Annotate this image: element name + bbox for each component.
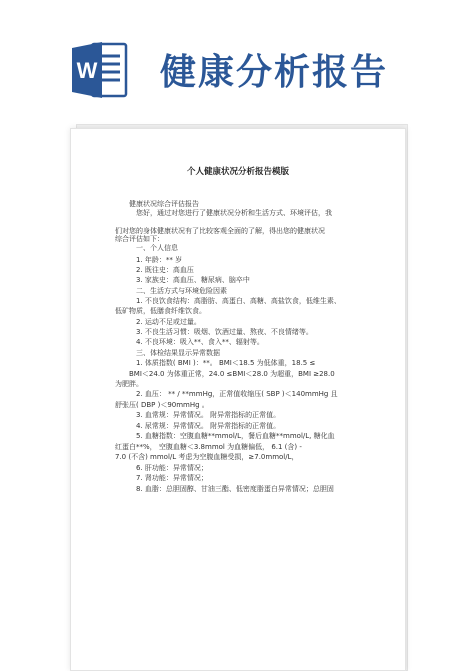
- body-line: 低矿物质，低膳食纤维饮食。: [115, 307, 206, 315]
- body-line: 二、生活方式与环境危险因素: [136, 287, 227, 295]
- body-line: BMI＜24.0 为体重正常，24.0 ≤BMI＜28.0 为超重，BMI ≥28.0: [129, 370, 335, 378]
- body-line: 8. 血脂：总胆固醇、甘油三酯、低密度脂蛋白异常情况；总胆固: [136, 485, 334, 493]
- body-line: 5. 血糖指数：空腹血糖**mmol/L，餐后血糖**mmol/L, 糖化血: [136, 432, 335, 440]
- body-line: 3. 血常规：异常情况。 附异常指标的正常值。: [136, 411, 281, 419]
- body-line: 三、体检结果显示异常数据: [136, 349, 220, 357]
- body-line: 2. 运动不足或过量。: [136, 318, 201, 326]
- document-preview: [70, 128, 404, 669]
- body-line: 4. 不良环境：吸入**、食入**、辐射等。: [136, 338, 264, 346]
- document-title: 个人健康状况分析报告模版: [186, 167, 289, 177]
- body-line: 健康状况综合评估报告: [129, 200, 199, 208]
- body-line: 3. 家族史：高血压、糖尿病、脑卒中: [136, 276, 250, 284]
- body-line: 红蛋白**%， 空腹血糖＜3.8mmol 为血糖偏低， 6.1 (含) -: [115, 443, 302, 451]
- body-line: 7.0 (不含) mmol/L 考虑为空腹血糖受损，≥7.0mmol/L，: [115, 453, 299, 461]
- body-line: 1. 年龄：** 岁: [136, 256, 183, 264]
- banner: [0, 0, 474, 120]
- body-line: 6. 肝功能：异常情况；: [136, 464, 208, 472]
- body-line: 1. 不良饮食结构：高脂肪、高蛋白、高糖、高盐饮食，低维生素、: [136, 297, 341, 305]
- body-line: 为肥胖。: [115, 380, 143, 388]
- word-document-icon: [70, 40, 128, 100]
- body-line: 4. 尿常规：异常情况。 附异常指标的正常值。: [136, 422, 281, 430]
- body-line: 1. 体质指数( BMI )：**。 BMI＜18.5 为低体重，18.5 ≤: [136, 359, 316, 367]
- body-line: 您好，通过对您进行了健康状况分析和生活方式、环境评估，我: [136, 209, 332, 217]
- body-line: 一、个人信息: [136, 244, 178, 252]
- body-line: 综合评估如下：: [115, 235, 164, 243]
- document-page: [70, 128, 406, 671]
- word-icon-letter: W: [76, 58, 98, 83]
- body-line: 2. 血压： ** / **mmHg，正常值收缩压( SBP )＜140mmHg 且: [136, 390, 338, 398]
- body-line: 们对您的身体健康状况有了比较客观全面的了解，得出您的健康状况: [115, 227, 325, 235]
- body-line: 3. 不良生活习惯：吸烟、饮酒过量、熬夜、不良情绪等。: [136, 328, 313, 336]
- banner-title: 健康分析报告: [160, 52, 389, 93]
- body-line: 2. 既往史：高血压: [136, 266, 194, 274]
- body-line: 舒张压( DBP )＜90mmHg 。: [115, 401, 209, 409]
- body-line: 7. 肾功能：异常情况；: [136, 474, 208, 482]
